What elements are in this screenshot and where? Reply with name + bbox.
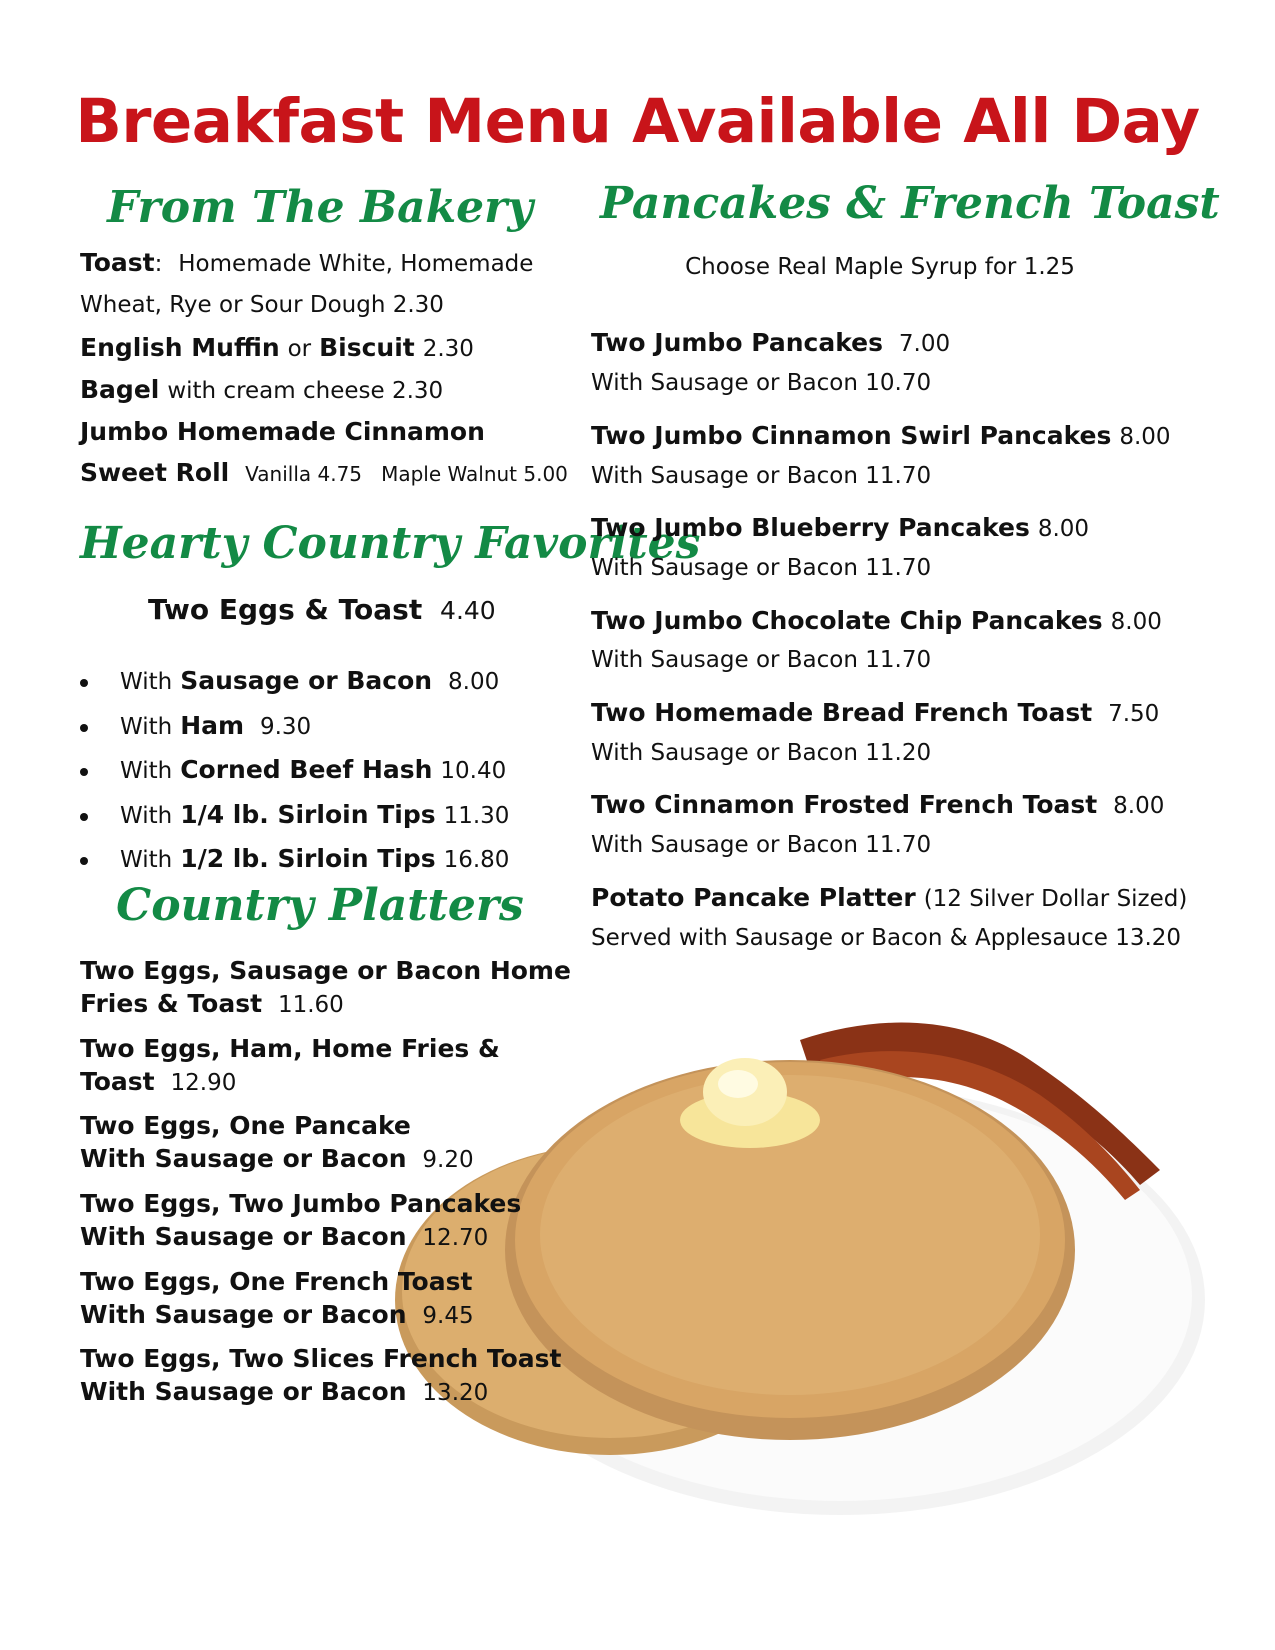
potato-pancake-sub: Served with Sausage or Bacon & Applesauce 13.20 bbox=[591, 925, 1182, 951]
cinnamon-roll-name-line2: Sweet Roll bbox=[80, 458, 230, 487]
pancake-item-1-sub: With Sausage or Bacon 10.70 bbox=[591, 370, 932, 396]
list-item: With 1/2 lb. Sirloin Tips 16.80 bbox=[80, 844, 509, 889]
platter-1-price: 11.60 bbox=[277, 992, 344, 1018]
pancake-item-6-sub: With Sausage or Bacon 11.70 bbox=[591, 832, 932, 858]
toast-desc-line2: Wheat, Rye or Sour Dough 2.30 bbox=[80, 292, 444, 318]
platter-2-line2: Toast 12.90 bbox=[80, 1067, 237, 1096]
pancake-item-4: Two Jumbo Chocolate Chip Pancakes 8.00 bbox=[591, 606, 1162, 635]
list-item: With Ham 9.30 bbox=[80, 711, 509, 756]
platter-5-line2: With Sausage or Bacon 9.45 bbox=[80, 1300, 474, 1329]
bagel-name: Bagel bbox=[80, 375, 160, 404]
bagel-item bbox=[80, 375, 443, 404]
pancake-item-3: Two Jumbo Blueberry Pancakes 8.00 bbox=[591, 513, 1090, 542]
bagel-desc: with cream cheese 2.30 bbox=[167, 378, 444, 404]
pancakes-heading: Pancakes & French Toast bbox=[600, 178, 1220, 229]
hearty-options-list bbox=[80, 666, 509, 889]
pancake-plate-image bbox=[370, 1000, 1210, 1520]
muffin-item bbox=[80, 333, 474, 362]
pancake-item-3-sub: With Sausage or Bacon 11.70 bbox=[591, 555, 932, 581]
platter-2-line1: Two Eggs, Ham, Home Fries & bbox=[80, 1034, 500, 1063]
bakery-heading: From The Bakery bbox=[107, 182, 533, 233]
platter-6-price: 13.20 bbox=[422, 1380, 489, 1406]
platter-4-price: 12.70 bbox=[422, 1225, 489, 1251]
cinnamon-roll-name-line1: Jumbo Homemade Cinnamon bbox=[80, 417, 485, 446]
page-title: Breakfast Menu Available All Day bbox=[75, 86, 1200, 157]
muffin-name: English Muffin bbox=[80, 333, 280, 362]
syrup-note: Choose Real Maple Syrup for 1.25 bbox=[685, 254, 1075, 280]
two-eggs-toast-price: 4.40 bbox=[440, 596, 496, 625]
bullet-icon bbox=[80, 679, 88, 687]
potato-pancake-note: (12 Silver Dollar Sized) bbox=[923, 886, 1188, 912]
cinnamon-roll-options: Vanilla 4.75 Maple Walnut 5.00 bbox=[245, 462, 568, 486]
platter-1-line1: Two Eggs, Sausage or Bacon Home bbox=[80, 956, 571, 985]
pancake-item-1: Two Jumbo Pancakes 7.00 bbox=[591, 328, 951, 357]
pancake-item-2-sub: With Sausage or Bacon 11.70 bbox=[591, 463, 932, 489]
platter-1-line2: Fries & Toast 11.60 bbox=[80, 989, 344, 1018]
bullet-icon bbox=[80, 724, 88, 732]
platter-3-line1: Two Eggs, One Pancake bbox=[80, 1111, 411, 1140]
biscuit-name: Biscuit bbox=[319, 333, 415, 362]
two-eggs-toast-name: Two Eggs & Toast bbox=[148, 593, 423, 626]
muffin-price: 2.30 bbox=[422, 336, 474, 362]
potato-pancake-item bbox=[591, 883, 1187, 912]
pancake-item-6: Two Cinnamon Frosted French Toast 8.00 bbox=[591, 790, 1165, 819]
pancake-item-2: Two Jumbo Cinnamon Swirl Pancakes 8.00 bbox=[591, 421, 1171, 450]
list-item: With Corned Beef Hash 10.40 bbox=[80, 755, 509, 800]
bullet-icon bbox=[80, 768, 88, 776]
platter-6-line2: With Sausage or Bacon 13.20 bbox=[80, 1377, 489, 1406]
toast-name: Toast bbox=[80, 248, 155, 277]
cinnamon-roll-item bbox=[80, 458, 568, 487]
bullet-icon bbox=[80, 857, 88, 865]
list-item: With Sausage or Bacon 8.00 bbox=[80, 666, 509, 711]
pancake-item-4-sub: With Sausage or Bacon 11.70 bbox=[591, 647, 932, 673]
platter-2-price: 12.90 bbox=[170, 1070, 237, 1096]
list-item: With 1/4 lb. Sirloin Tips 11.30 bbox=[80, 800, 509, 845]
platter-3-line2: With Sausage or Bacon 9.20 bbox=[80, 1144, 474, 1173]
two-eggs-toast-item bbox=[148, 593, 496, 626]
platter-3-price: 9.20 bbox=[422, 1147, 474, 1173]
platters-heading: Country Platters bbox=[116, 880, 524, 931]
toast-colon: : bbox=[154, 251, 163, 277]
pancake-item-5: Two Homemade Bread French Toast 7.50 bbox=[591, 698, 1160, 727]
platter-4-line2: With Sausage or Bacon 12.70 bbox=[80, 1222, 489, 1251]
bullet-icon bbox=[80, 813, 88, 821]
platter-5-line1: Two Eggs, One French Toast bbox=[80, 1267, 473, 1296]
toast-item bbox=[80, 248, 533, 277]
pancake-item-5-sub: With Sausage or Bacon 11.20 bbox=[591, 740, 932, 766]
muffin-or: or bbox=[287, 336, 312, 362]
potato-pancake-name: Potato Pancake Platter bbox=[591, 883, 916, 912]
platter-5-price: 9.45 bbox=[422, 1303, 474, 1329]
platter-4-line1: Two Eggs, Two Jumbo Pancakes bbox=[80, 1189, 522, 1218]
hearty-heading: Hearty Country Favorites bbox=[80, 518, 701, 569]
toast-desc-line1: Homemade White, Homemade bbox=[178, 251, 534, 277]
platter-6-line1: Two Eggs, Two Slices French Toast bbox=[80, 1344, 562, 1373]
